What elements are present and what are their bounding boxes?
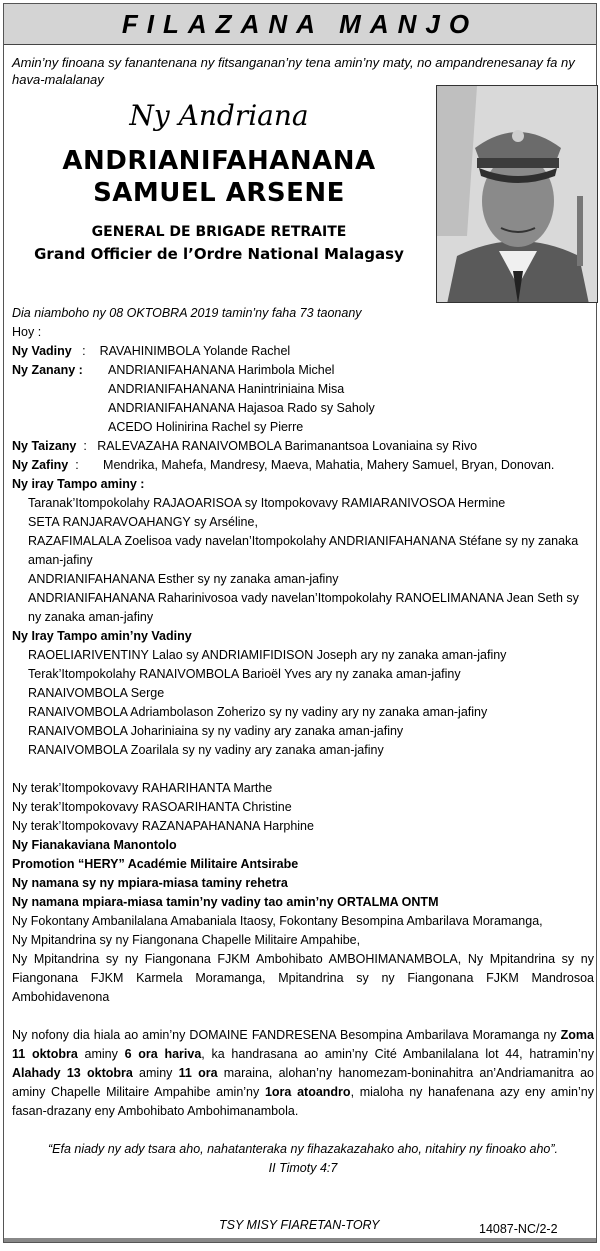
portrait-photo [436, 85, 598, 303]
iray-tampo-colon: : [136, 477, 145, 491]
fokontany-line: Ny Mpitandrina sy ny Fiangonana FJKM Ambohibato AMBOHIMANAMBOLA, Ny Mpitandrina sy ny Fiangonana FJKM Karmela Moramanga, Mpitandrina sy ny Fiangonana FJKM Mandrosoa Ambohidavenona [12, 952, 594, 1004]
terak-item: Ny terak’Itompokovavy RASOARIHANTA Christine [12, 800, 292, 814]
zanany-item: ANDRIANIFAHANANA Hanintriniaina Misa [108, 382, 345, 396]
spacer [12, 1007, 594, 1026]
zafiny-sep: : [71, 458, 100, 472]
iray-tampo-vadiny-item: RANAIVOMBOLA Serge [28, 686, 165, 700]
funeral-text: Ny nofony dia hiala ao amin’ny DOMAINE FANDRESENA Besompina Ambarilava Moramanga ny [12, 1028, 561, 1042]
rank-line: GENERAL DE BRIGADE RETRAITE [91, 224, 347, 240]
zafiny-value: Mendrika, Mahefa, Mandresy, Maeva, Mahatia, Mahery Samuel, Bryan, Donovan. [103, 458, 555, 472]
vadiny-row [12, 342, 594, 361]
notice-footer [4, 1216, 598, 1240]
zanany-list [108, 361, 375, 437]
funeral-date: Zoma 11 oktobra [12, 1028, 594, 1061]
vadiny-value: RAVAHINIMBOLA Yolande Rachel [99, 344, 291, 358]
bold-line: Ny namana sy ny mpiara-miasa taminy rehetra [12, 876, 288, 890]
vadiny-sep: : [75, 344, 97, 358]
terak-item: Ny terak’Itompokovavy RAHARIHANTA Marthe [12, 781, 273, 795]
spacer [12, 1121, 594, 1140]
taizany-value: RALEVAZAHA RANAIVOMBOLA Barimanantsoa Lovaniaina sy Rivo [97, 439, 478, 453]
notice-frame [3, 3, 597, 1243]
funeral-time: 1ora atoandro [264, 1085, 351, 1099]
iray-tampo-heading [12, 475, 594, 494]
iray-tampo-vadiny-item: RANAIVOMBOLA Johariniaina sy ny vadiny ary zanaka aman-jafiny [28, 724, 404, 738]
spacer [12, 760, 594, 779]
iray-tampo-vadiny-heading: Ny Iray Tampo amin’ny Vadiny [12, 629, 192, 643]
funeral-date: Alahady 13 oktobra [12, 1066, 133, 1080]
iray-tampo-list [12, 494, 594, 627]
funeral-time: 6 ora hariva [124, 1047, 202, 1061]
iray-tampo-item: SETA RANJARAVOAHANGY sy Arséline, [28, 515, 258, 529]
notice-header: FILAZANA MANJO [4, 4, 596, 45]
fokontany-line: Ny Fokontany Ambanilalana Amabaniala Itaosy, Fokontany Besompina Ambarilava Moramanga, [12, 914, 543, 928]
footer-signature: TSY MISY FIARETAN-TORY [219, 1218, 380, 1232]
funeral-text: , ka handrasana ao amin’ny Cité Ambanilalana lot 44, hatramin’ny [201, 1047, 594, 1061]
funeral-text: aminy [77, 1047, 125, 1061]
bold-line: Ny Fianakaviana Manontolo [12, 838, 177, 852]
zanany-label: Ny Zanany : [12, 363, 83, 377]
hoy-line: Hoy : [12, 325, 42, 339]
iray-tampo-vadiny-item: Terak’Itompokolahy RANAIVOMBOLA Barioël Yves ary ny zanaka aman-jafiny [28, 667, 461, 681]
iray-tampo-vadiny-item: RAOELIARIVENTINY Lalao sy ANDRIAMIFIDISON Joseph ary ny zanaka aman-jafiny [28, 648, 507, 662]
iray-tampo-vadiny-item: RANAIVOMBOLA Adriambolason Zoherizo sy ny vadiny ary ny zanaka aman-jafiny [28, 705, 488, 719]
zafiny-row [12, 456, 594, 475]
vadiny-label: Ny Vadiny [12, 344, 72, 358]
iray-tampo-item: RAZAFIMALALA Zoelisoa vady navelan’Itompokolahy ANDRIANIFAHANANA Stéfane sy ny zanaka aman-jafiny [28, 534, 579, 567]
funeral-text: aminy [132, 1066, 179, 1080]
bottom-rule [4, 1238, 596, 1242]
zafiny-label: Ny Zafiny [12, 458, 69, 472]
zanany-row [12, 361, 594, 437]
iray-tampo-item: Taranak’Itompokolahy RAJAOARISOA sy Itompokovavy RAMIARANIVOSOA Hermine [28, 496, 506, 510]
death-line: Dia niamboho ny 08 OKTOBRA 2019 tamin’ny faha 73 taonany [12, 306, 362, 320]
funeral-paragraph [12, 1026, 594, 1121]
portrait-illustration [437, 86, 598, 303]
iray-tampo-label: Ny iray Tampo aminy [12, 477, 137, 491]
name-line-2: SAMUEL ARSENE [93, 178, 345, 208]
zanany-item: ACEDO Holinirina Rachel sy Pierre [108, 420, 304, 434]
name-line-1: ANDRIANIFAHANANA [62, 146, 376, 176]
fokontany-line: Ny Mpitandrina sy ny Fiangonana Chapelle Militaire Ampahibe, [12, 933, 361, 947]
zanany-item: ANDRIANIFAHANANA Hajasoa Rado sy Saholy [108, 401, 375, 415]
iray-tampo-vadiny-list [12, 646, 594, 760]
footer-reference: 14087-NC/2-2 [479, 1222, 558, 1236]
zanany-item: ANDRIANIFAHANANA Harimbola Michel [108, 363, 335, 377]
honorific: Ny Andriana [129, 99, 309, 132]
taizany-row [12, 437, 594, 456]
bible-quote: “Efa niady ny ady tsara aho, nahatanteraka ny fihazakazahako aho, nitahiry ny finoako aho”. [47, 1142, 559, 1156]
funeral-time: 11 ora [178, 1066, 218, 1080]
intro-text: Amin’ny finoana sy fanantenana ny fitsanganan’ny tena amin’ny maty, no ampandrenesanay fa ny hava-malalanay [12, 55, 575, 87]
title-block [4, 99, 434, 265]
iray-tampo-item: ANDRIANIFAHANANA Raharinivosoa vady navelan’Itompokolahy RANOELIMANANA Jean Seth sy ny zanaka aman-jafiny [28, 591, 579, 624]
funeral-text: maraina, alohan’ny hanomezam-boninahitra an’Andriamanitra ao aminy Chapelle Militaire Ampahibe amin’ny [12, 1066, 594, 1099]
iray-tampo-item: ANDRIANIFAHANANA Esther sy ny zanaka aman-jafiny [28, 572, 339, 586]
notice-body [12, 304, 594, 1178]
order-line: Grand Officier de l’Ordre National Malagasy [34, 245, 404, 263]
bible-reference: II Timoty 4:7 [268, 1161, 338, 1175]
bold-line: Ny namana mpiara-miasa tamin’ny vadiny tao amin’ny ORTALMA ONTM [12, 895, 439, 909]
bold-line: Promotion “HERY” Académie Militaire Antsirabe [12, 857, 299, 871]
terak-item: Ny terak’Itompokovavy RAZANAPAHANANA Harphine [12, 819, 314, 833]
funeral-text: , mialoha ny hanafenana azy eny amin’ny fasan-drazany eny Ambohibato Ambohimanambola. [12, 1085, 594, 1118]
iray-tampo-vadiny-item: RANAIVOMBOLA Zoarilala sy ny vadiny ary zanaka aman-jafiny [28, 743, 384, 757]
taizany-sep: : [79, 439, 94, 453]
taizany-label: Ny Taizany [12, 439, 77, 453]
